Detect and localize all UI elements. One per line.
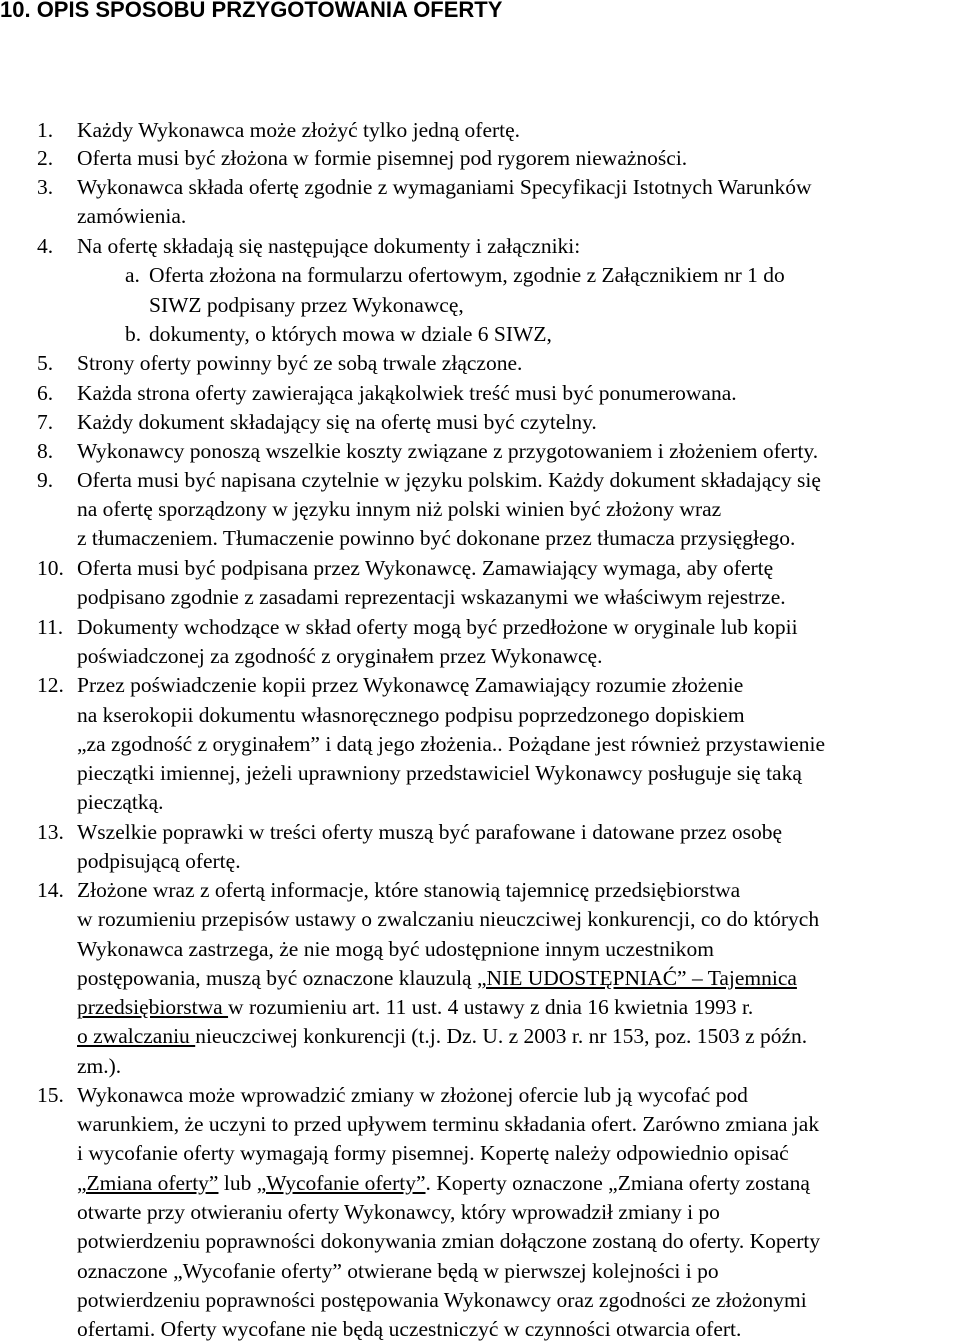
item-number: 1. [37,118,54,142]
item-text: Złożone wraz z ofertą informacje, które stanowią tajemnicę przedsiębiorstwa [77,878,741,902]
item-text: Wykonawcy ponoszą wszelkie koszty związane z przygotowaniem i złożeniem oferty. [77,439,819,463]
item-number: 7. [37,410,54,434]
item-text: na kserokopii dokumentu własnoręcznego podpisu poprzedzonego dopiskiem [77,703,745,727]
text-run: w rozumieniu art. 11 ust. 4 ustawy z dnia 16 kwietnia 1993 r. [228,995,754,1019]
subitem-text: Oferta złożona na formularzu ofertowym, zgodnie z Załącznikiem nr 1 do [149,263,785,287]
clause-underlined: „NIE UDOSTĘPNIAĆ” – Tajemnica [476,966,797,990]
item-text: otwarte przy otwieraniu oferty Wykonawcy, który wprowadził zmiany i po [77,1200,720,1224]
item-text: Dokumenty wchodzące w skład oferty mogą być przedłożone w oryginale lub kopii [77,615,798,639]
item-text-clause [77,965,797,991]
subitem-text: SIWZ podpisany przez Wykonawcę, [149,293,464,317]
item-text: w rozumieniu przepisów ustawy o zwalczaniu nieuczciwej konkurencji, co do których [77,907,820,931]
item-number: 12. [37,673,64,697]
subitem-letter: b. [125,322,142,346]
item-text: pieczątki imiennej, jeżeli uprawniony przedstawiciel Wykonawcy posługuje się taką [77,761,802,785]
item-text: ofertami. Oferty wycofane nie będą uczestniczyć w czynności otwarcia ofert. [77,1317,742,1341]
clause-underlined: o zwalczaniu [77,1024,196,1048]
item-number: 11. [37,615,64,639]
item-text: i wycofanie oferty wymagają formy pisemnej. Kopertę należy odpowiednio opisać [77,1141,789,1165]
item-text: Na ofertę składają się następujące dokumenty i załączniki: [77,234,581,258]
item-text: pieczątką. [77,790,164,814]
item-text-clause [77,994,753,1020]
item-text: Oferta musi być podpisana przez Wykonawcę. Zamawiający wymaga, aby ofertę [77,556,774,580]
item-text-clause [77,1170,810,1196]
clause-underlined: przedsiębiorstwa [77,995,229,1019]
item-text: podpisano zgodnie z zasadami reprezentacji wskazanymi we właściwym rejestrze. [77,585,786,609]
item-text: potwierdzeniu poprawności postępowania Wykonawcy oraz zgodności ze złożonymi [77,1288,807,1312]
item-number: 4. [37,234,54,258]
item-text: na ofertę sporządzony w języku innym niż polski winien być złożony wraz [77,497,722,521]
item-text: Przez poświadczenie kopii przez Wykonawcę Zamawiający rozumie złożenie [77,673,744,697]
item-text: zm.). [77,1054,122,1078]
item-text: Wykonawca zastrzega, że nie mogą być udostępnione innym uczestnikom [77,937,714,961]
item-text: Wykonawca może wprowadzić zmiany w złożonej ofercie lub ją wycofać pod [77,1083,748,1107]
item-number: 15. [37,1083,64,1107]
text-run: . Koperty oznaczone „Zmiana oferty zostaną [425,1171,810,1195]
subitem-text: dokumenty, o których mowa w dziale 6 SIWZ, [149,322,552,346]
item-text: z tłumaczeniem. Tłumaczenie powinno być dokonane przez tłumacza przysięgłego. [77,526,796,550]
item-number: 14. [37,878,64,902]
item-text: Każdy Wykonawca może złożyć tylko jedną ofertę. [77,118,521,142]
item-text: „za zgodność z oryginałem” i datą jego złożenia.. Pożądane jest również przystawienie [77,732,825,756]
label-underlined: „Wycofanie oferty” [256,1171,426,1195]
item-text: poświadczonej za zgodność z oryginałem przez Wykonawcę. [77,644,603,668]
item-number: 3. [37,175,54,199]
text-run: lub [218,1171,257,1195]
item-text: zamówienia. [77,204,187,228]
text-run: nieuczciwej konkurencji (t.j. Dz. U. z 2003 r. nr 153, poz. 1503 z późn. [195,1024,808,1048]
text-run: postępowania, muszą być oznaczone klauzulą [77,966,477,990]
item-text: Oferta musi być złożona w formie pisemnej pod rygorem nieważności. [77,146,688,170]
item-number: 8. [37,439,54,463]
item-text: oznaczone „Wycofanie oferty” otwierane będą w pierwszej kolejności i po [77,1259,719,1283]
item-number: 9. [37,468,54,492]
item-text: potwierdzeniu poprawności dokonywania zmian dołączone zostaną do oferty. Koperty [77,1229,821,1253]
item-text: Każda strona oferty zawierająca jakąkolwiek treść musi być ponumerowana. [77,381,737,405]
item-number: 10. [37,556,64,580]
item-text-clause [77,1023,807,1049]
item-text: warunkiem, że uczyni to przed upływem terminu składania ofert. Zarówno zmiana jak [77,1112,820,1136]
section-heading: 10. OPIS SPOSOBU PRZYGOTOWANIA OFERTY [0,0,503,22]
subitem-letter: a. [125,263,140,287]
item-text: Wykonawca składa ofertę zgodnie z wymaganiami Specyfikacji Istotnych Warunków [77,175,812,199]
item-text: Oferta musi być napisana czytelnie w języku polskim. Każdy dokument składający się [77,468,821,492]
item-text: podpisującą ofertę. [77,849,241,873]
item-text: Strony oferty powinny być ze sobą trwale złączone. [77,351,523,375]
item-number: 6. [37,381,54,405]
item-number: 13. [37,820,64,844]
item-number: 5. [37,351,54,375]
label-underlined: „Zmiana oferty” [77,1171,219,1195]
item-text: Każdy dokument składający się na ofertę musi być czytelny. [77,410,597,434]
item-number: 2. [37,146,54,170]
item-text: Wszelkie poprawki w treści oferty muszą być parafowane i datowane przez osobę [77,820,783,844]
